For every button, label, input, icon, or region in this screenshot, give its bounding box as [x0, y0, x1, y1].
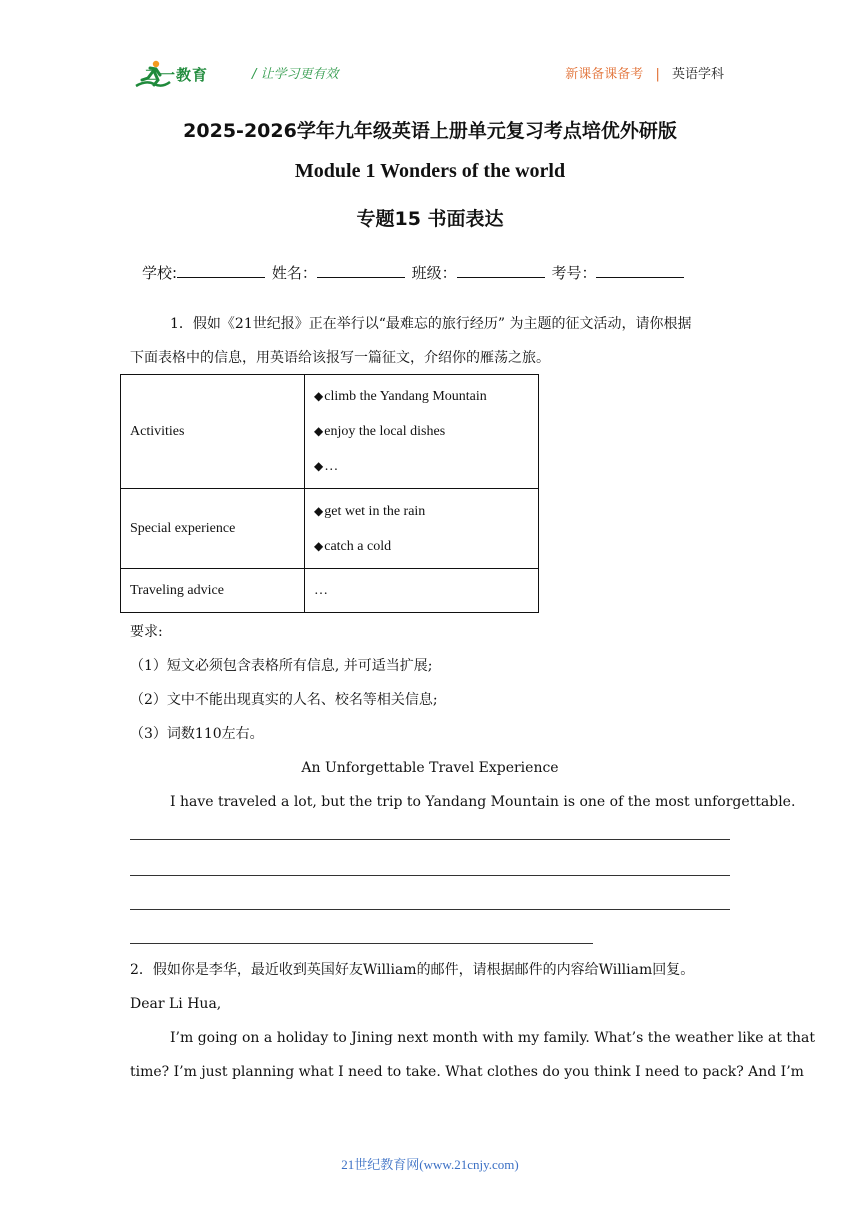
- table-row-items: [305, 489, 539, 569]
- exam-no-blank[interactable]: [596, 263, 684, 278]
- table-row-items: [305, 569, 539, 613]
- student-info-line: [142, 262, 686, 283]
- exam-no-label: 考号：: [551, 264, 597, 282]
- essay-title: An Unforgettable Travel Experience: [301, 760, 559, 776]
- q1-prompt-line2: 下面表格中的信息，用英语给该报写一篇征文，介绍你的雁荡之旅。: [130, 350, 550, 366]
- table-row: [121, 489, 539, 569]
- page-footer: 21世纪教育网(www.21cnjy.com): [341, 1157, 519, 1172]
- diamond-bullet-icon: ◆: [314, 389, 324, 403]
- school-blank[interactable]: [177, 263, 265, 278]
- requirements-title: 要求:: [130, 624, 163, 640]
- diamond-bullet-icon: ◆: [314, 459, 324, 473]
- header-tag-prep: 新课备课备考: [565, 67, 644, 82]
- requirement-item: （2）文中不能出现真实的人名、校名等相关信息;: [130, 692, 438, 708]
- diamond-bullet-icon: ◆: [314, 503, 324, 518]
- list-item: ◆…: [314, 459, 339, 474]
- answer-line[interactable]: [130, 943, 593, 944]
- class-label: 班级：: [411, 264, 457, 282]
- table-row: [121, 569, 539, 613]
- table-row: [121, 375, 539, 489]
- answer-line[interactable]: [130, 839, 730, 840]
- q2-greeting: Dear Li Hua,: [130, 996, 222, 1012]
- name-label: 姓名：: [271, 264, 317, 282]
- page-header: [0, 0, 860, 96]
- diamond-bullet-icon: ◆: [314, 424, 324, 438]
- table-row-items: [305, 375, 539, 489]
- list-item: ◆climb the Yandang Mountain: [314, 389, 487, 404]
- header-slogan: / 让学习更有效: [252, 67, 339, 82]
- table-row-label: Traveling advice: [121, 569, 305, 613]
- class-blank[interactable]: [457, 263, 545, 278]
- q2-prompt: 2．假如你是李华，最近收到英国好友William的邮件，请根据邮件的内容给William回复。: [130, 962, 695, 978]
- module-title: Module 1 Wonders of the world: [294, 160, 566, 182]
- logo-text: 二一教育: [144, 66, 209, 84]
- topic-title: 专题15 书面表达: [356, 208, 504, 230]
- q2-body-line1: I’m going on a holiday to Jining next month with my family. What’s the weather like at that: [170, 1030, 816, 1046]
- diamond-bullet-icon: ◆: [314, 538, 324, 553]
- list-item: …: [314, 582, 328, 598]
- q2-body-line2: time? I’m just planning what I need to take. What clothes do you think I need to pack? And I’m: [130, 1064, 804, 1080]
- list-item: ◆catch a cold: [314, 538, 392, 554]
- essay-opening: I have traveled a lot, but the trip to Yandang Mountain is one of the most unforgettable.: [170, 794, 796, 810]
- header-separator: |: [655, 67, 660, 82]
- info-table: [120, 374, 539, 613]
- list-item: ◆get wet in the rain: [314, 503, 426, 519]
- table-row-label: Special experience: [121, 489, 305, 569]
- answer-line[interactable]: [130, 875, 730, 876]
- header-right: [565, 63, 724, 82]
- list-item: ◆enjoy the local dishes: [314, 424, 446, 439]
- page-title: 2025-2026学年九年级英语上册单元复习考点培优外研版: [183, 120, 677, 142]
- table-row-label: Activities: [121, 375, 305, 489]
- requirement-item: （1）短文必须包含表格所有信息, 并可适当扩展;: [130, 658, 433, 674]
- requirement-item: （3）词数110左右。: [130, 726, 264, 742]
- q1-prompt-line1: 1．假如《21世纪报》正在举行以“最难忘的旅行经历” 为主题的征文活动，请你根据: [170, 316, 692, 332]
- header-tag-subject: 英语学科: [671, 67, 724, 82]
- answer-line[interactable]: [130, 909, 730, 910]
- school-label: 学校:: [142, 264, 178, 282]
- name-blank[interactable]: [317, 263, 405, 278]
